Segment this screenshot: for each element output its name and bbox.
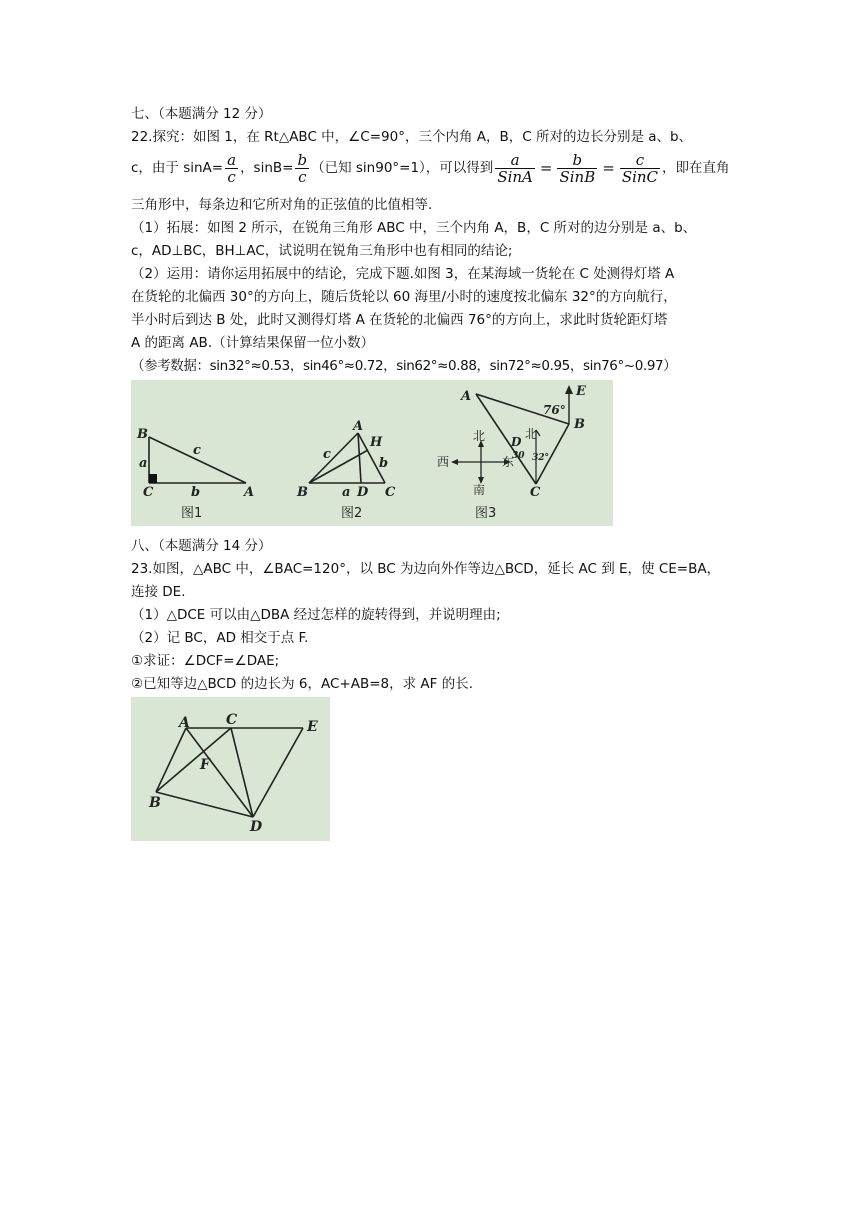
q23-label-b: B [149, 795, 161, 811]
equals-sign: = [539, 159, 553, 177]
q22-text-line5: c，AD⊥BC，BH⊥AC，试说明在锐角三角形中也有相同的结论; [131, 243, 513, 259]
fig3-angle-32: 32° [532, 453, 550, 463]
fraction-b-over-c: $\frac{b}{c}$ [297, 150, 308, 186]
compass-south-label: 南 [473, 483, 486, 497]
fig2-label-a-vertex: A [353, 419, 364, 434]
fig2-label-h-point: H [370, 435, 383, 450]
q23-label-a: A [179, 715, 190, 731]
fig1-caption: 图1 [181, 506, 203, 521]
q22-text-known: （已知 sin90°=1），可以得到 [311, 160, 494, 176]
q22-figure [131, 380, 613, 526]
q23-figure-svg [131, 697, 330, 841]
q22-text-line7: 在货轮的北偏西 30°的方向上，随后货轮以 60 海里/小时的速度按北偏东 32°的方向航行， [131, 289, 677, 305]
fig2-label-c-vertex: C [385, 485, 396, 500]
q23-geometry [156, 728, 303, 817]
fig2-label-side-a: a [342, 485, 351, 500]
fig3-label-c-point: C [530, 485, 541, 500]
q22-header: 七、（本题满分 12 分） [131, 106, 272, 122]
fig2-label-b-vertex: B [297, 485, 308, 500]
fig1-label-c-vertex: C [143, 485, 154, 500]
q23-label-f: F [200, 757, 210, 773]
q22-text-line3: 三角形中，每条边和它所对角的正弦值的比值相等. [131, 197, 433, 213]
compass-west-label: 西 [437, 455, 450, 469]
q22-text-sinb: ，sinB= [240, 160, 294, 176]
fig1-label-b-vertex: B [137, 427, 148, 442]
fig3-label-b-point: B [574, 417, 585, 432]
q22-text-line6: （2）运用：请你运用拓展中的结论，完成下题.如图 3，在某海域一货轮在 C 处测得灯塔 A [131, 266, 675, 282]
ratio-c-over-sinc: $\frac{c}{\text{SinC}}$ [621, 150, 659, 186]
fraction-a-over-c: $\frac{a}{c}$ [227, 150, 237, 186]
equals-sign: = [602, 159, 615, 177]
ratio-b-over-sinb: $\frac{b}{\text{SinB}}$ [559, 150, 596, 186]
q23-text-line4: （2）记 BC，AD 相交于点 F. [131, 630, 309, 646]
q22-text-line4: （1）拓展：如图 2 所示，在锐角三角形 ABC 中，三个内角 A，B，C 所对的边分别是 a、b、 [131, 220, 697, 236]
compass-east-label: 东 [502, 455, 515, 469]
q23-text-line6: ②已知等边△BCD 的边长为 6，AC+AB=8，求 AF 的长. [131, 676, 474, 692]
q22-figure-svg [131, 380, 613, 526]
fig3-caption: 图3 [475, 506, 497, 521]
fig3-label-e-direction: E [576, 384, 586, 399]
fig2-label-side-c: c [323, 447, 331, 462]
q23-label-e: E [307, 719, 318, 735]
q23-label-d: D [250, 819, 263, 835]
fig1-label-a-vertex: A [244, 485, 255, 500]
fig2-label-d-point: D [357, 485, 369, 500]
fig1-label-side-a: a [139, 456, 148, 471]
fig3-angle-76: 76° [543, 403, 566, 417]
q22-text-line8: 半小时后到达 B 处，此时又测得灯塔 A 在货轮的北偏西 76°的方向上，求此时货轮距灯塔 [131, 312, 668, 328]
q23-text-line3: （1）△DCE 可以由△DBA 经过怎样的旋转得到，并说明理由; [131, 607, 501, 623]
fig3-label-d-point: D [511, 435, 522, 449]
fig1-label-side-c: c [193, 443, 201, 458]
q23-text-line5: ①求证：∠DCF=∠DAE; [131, 653, 280, 669]
fig2-label-side-b: b [379, 456, 389, 471]
q23-text-line2: 连接 DE. [131, 584, 186, 600]
q23-figure [131, 697, 330, 841]
q22-text-sina: c，由于 sinA= [131, 160, 224, 176]
compass-north-label-2: 北 [525, 427, 538, 441]
fig1-label-side-b: b [191, 485, 201, 500]
q22-formula-line [131, 150, 730, 190]
q22-text-conclusion: ，即在直角 [662, 160, 730, 176]
q22-reference-data: （参考数据：sin32°≈0.53，sin46°≈0.72，sin62°≈0.88，sin72°≈0.95，sin76°~0.97） [131, 358, 677, 374]
fig3-label-a-lighthouse: A [461, 389, 472, 404]
compass-north-label: 北 [473, 429, 486, 443]
fig3-angle-30: 30 [512, 451, 525, 461]
ratio-a-over-sina: $\frac{a}{\text{SinA}}$ [497, 150, 533, 186]
q23-label-c: C [226, 712, 238, 728]
q22-text-line9: A 的距离 AB.（计算结果保留一位小数） [131, 335, 375, 351]
q23-text-line1: 23.如图，△ABC 中，∠BAC=120°，以 BC 为边向外作等边△BCD，延长 AC 到 E，使 CE=BA， [131, 561, 721, 577]
q23-header: 八、（本题满分 14 分） [131, 538, 272, 554]
q22-text-line1: 22.探究：如图 1，在 Rt△ABC 中，∠C=90°，三个内角 A，B，C 所对的边长分别是 a、b、 [131, 129, 693, 145]
fig2-caption: 图2 [341, 506, 363, 521]
